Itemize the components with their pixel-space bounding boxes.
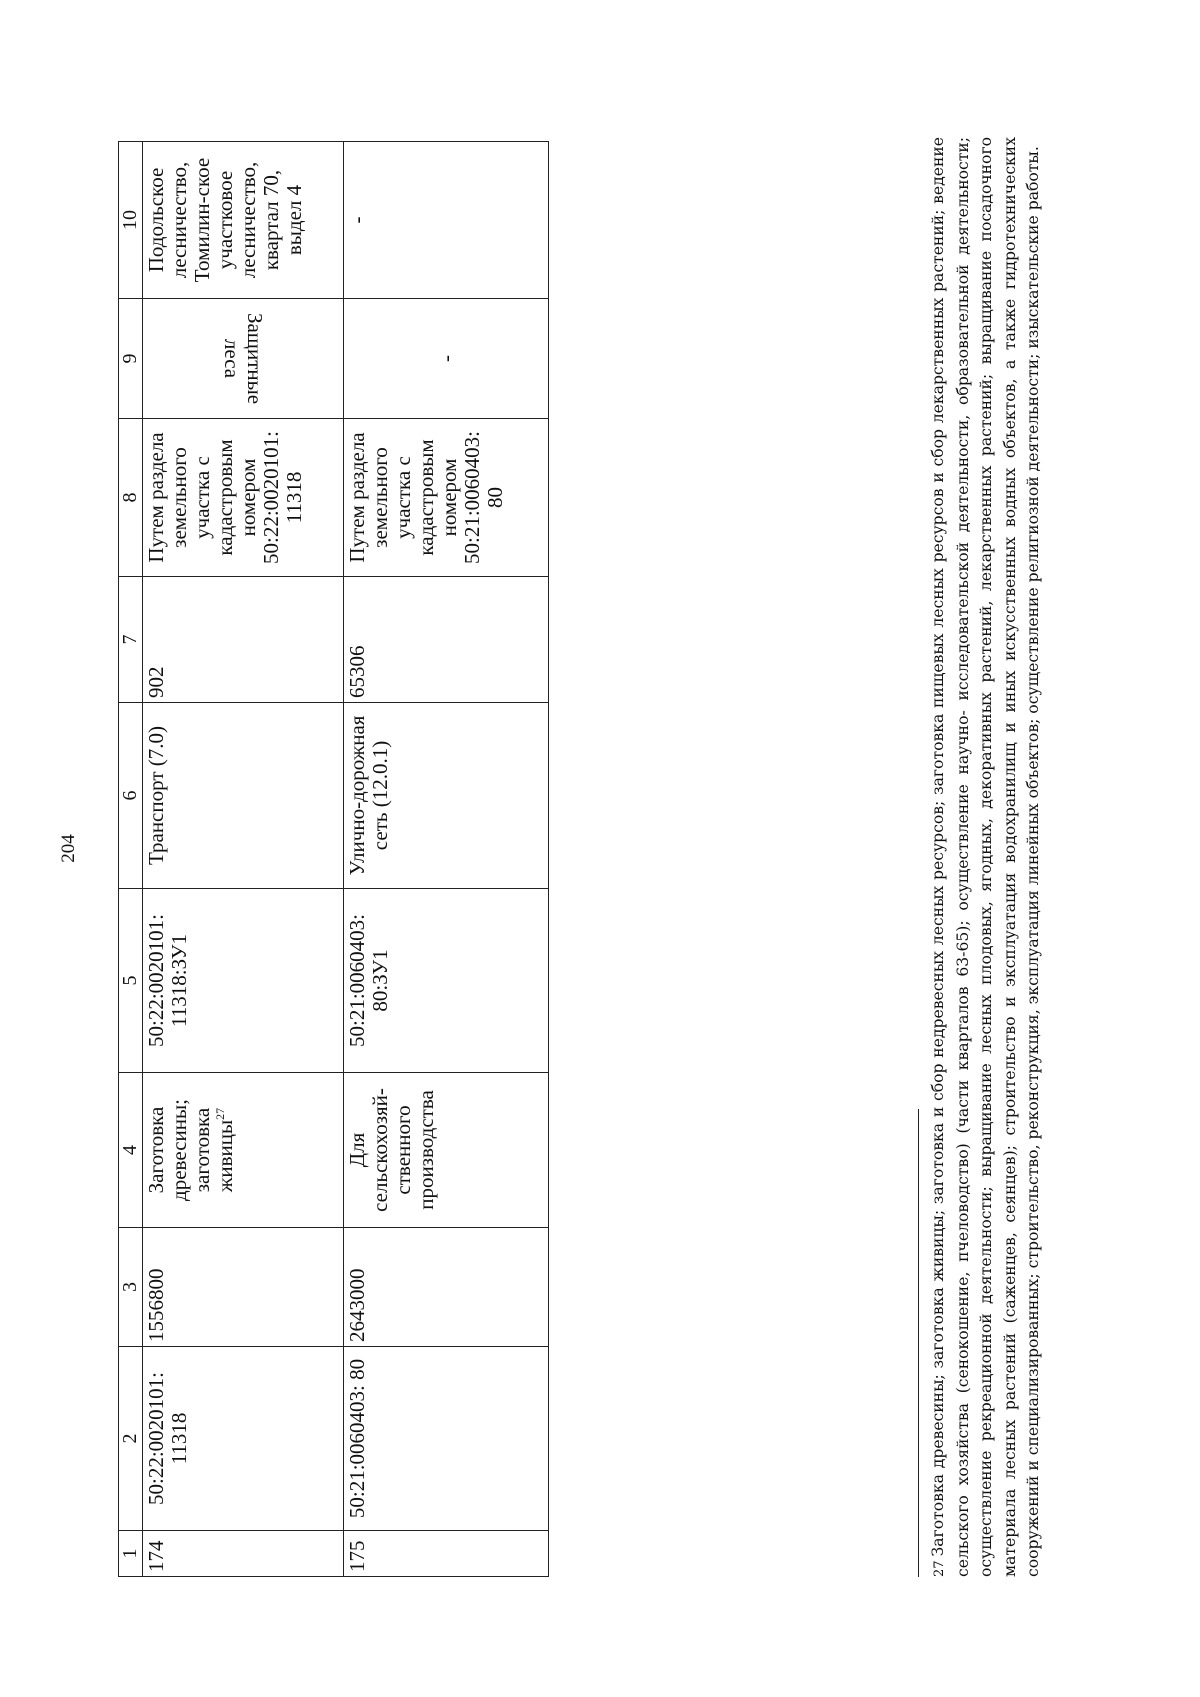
formation-method: Путем раздела земельного участка с кадастровым номером 50:22:0020101: 11318 — [143, 419, 344, 577]
cadastral-number: 50:21:0060403: 80 — [344, 1347, 549, 1531]
footnote-ref: 27 — [213, 1107, 227, 1120]
col-header-4: 4 — [119, 1073, 143, 1228]
new-plot-designation: 50:22:0020101: 11318:ЗУ1 — [143, 889, 344, 1073]
col-header-6: 6 — [119, 703, 143, 889]
page-number: 204 — [58, 834, 79, 863]
col-header-1: 1 — [119, 1531, 143, 1577]
footnote-text: Заготовка древесины; заготовка живицы; заготовка и сбор недревесных лесных ресурсов; заготовка пищевых лесных ресурсов и сбор лекарственных растений; ведение сельского хозяйства (сенокошение, пчеловодство) (части кварталов 63-65); осуществление научно- исследовательской деятельности, образовательной деятельности; осуществление рекреационной деятельности; выращивание лесных плодовых, ягодных, декоративных растений, лекарственных растений; выращивание посадочного материала лесных растений (саженцев, сеянцев); строительство и эксплуатация водохранилищ и иных искусственных водных объектов, а также гидротехнических сооружений и специализированных; строительство, реконструкция, эксплуатация линейных объектов; осуществление религиозной деятельности; изыскательские работы. — [929, 137, 1042, 1577]
area-value: 2643000 — [344, 1228, 549, 1347]
col-header-10: 10 — [119, 142, 143, 299]
new-area-value: 902 — [143, 577, 344, 703]
land-plot-table — [118, 141, 549, 1577]
header-row — [119, 142, 143, 1577]
col-header-8: 8 — [119, 419, 143, 577]
cadastral-number: 50:22:0020101: 11318 — [143, 1347, 344, 1531]
col-header-3: 3 — [119, 1228, 143, 1347]
formation-method: Путем раздела земельного участка с кадастровым номером 50:21:0060403: 80 — [344, 419, 549, 577]
table-row — [143, 142, 344, 1577]
new-use-type: Улично-дорожная сеть (12.0.1) — [344, 703, 549, 889]
new-use-type: Транспорт (7.0) — [143, 703, 344, 889]
permitted-use: Для сельскохозяй-ственного производства — [344, 1073, 549, 1228]
forest-location: Подольское лесничество, Томилин-ское участковое лесничество, квартал 70, выдел 4 — [143, 142, 344, 299]
forest-category: - — [344, 299, 549, 419]
footnote-separator — [918, 1109, 919, 1577]
area-value: 1556800 — [143, 1228, 344, 1347]
forest-location: - — [344, 142, 549, 299]
col-header-9: 9 — [119, 299, 143, 419]
row-number: 174 — [143, 1531, 344, 1577]
permitted-use-text: Заготовка древесины; заготовка живицы — [144, 1099, 237, 1201]
col-header-2: 2 — [119, 1347, 143, 1531]
footnote — [927, 137, 1046, 1577]
new-plot-designation: 50:21:0060403: 80:ЗУ1 — [344, 889, 549, 1073]
permitted-use — [143, 1073, 344, 1228]
col-header-7: 7 — [119, 577, 143, 703]
row-number: 175 — [344, 1531, 549, 1577]
forest-category-text: Защитные леса — [220, 312, 267, 405]
forest-category — [143, 299, 344, 419]
footnote-mark: 27 — [932, 1560, 947, 1577]
col-header-5: 5 — [119, 889, 143, 1073]
new-area-value: 65306 — [344, 577, 549, 703]
table-row — [344, 142, 549, 1577]
